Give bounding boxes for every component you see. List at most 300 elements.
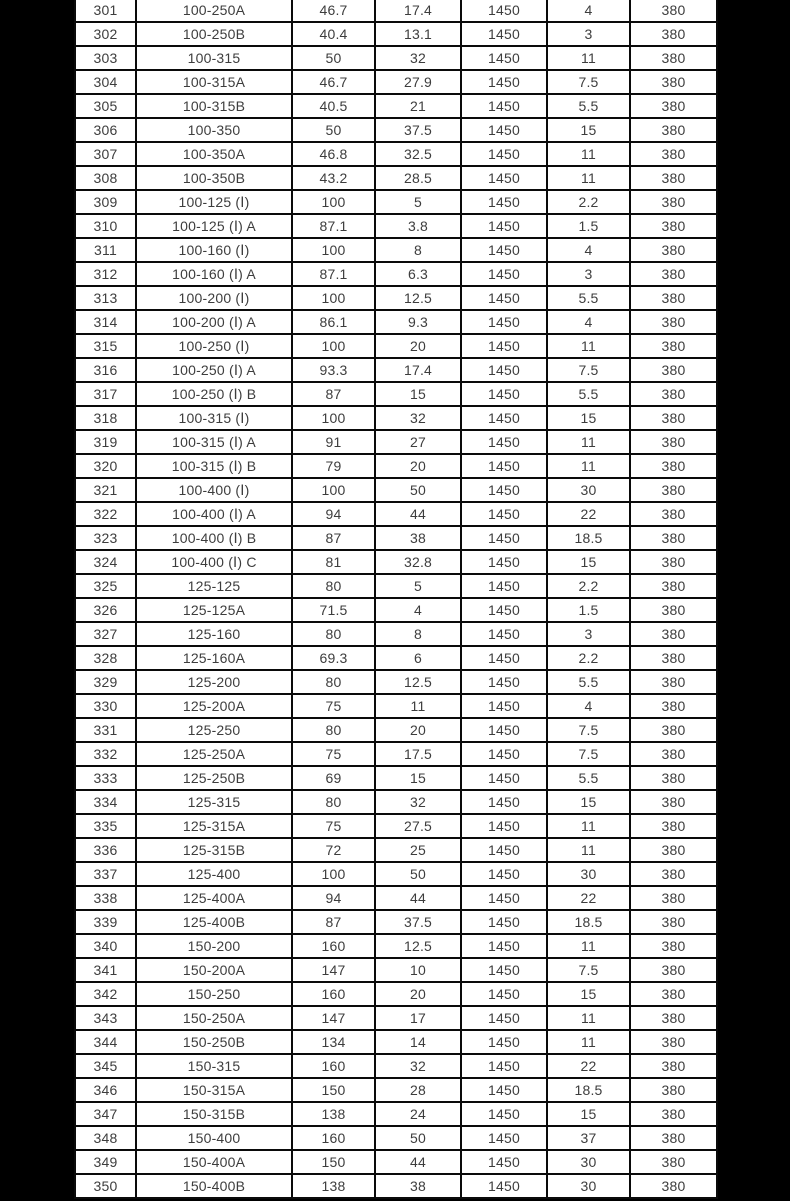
table-cell: 334 (75, 790, 136, 814)
table-cell: 380 (630, 1126, 717, 1150)
table-cell: 380 (630, 46, 717, 70)
table-cell: 150 (292, 1078, 375, 1102)
table-cell: 15 (547, 118, 630, 142)
table-row (75, 334, 717, 358)
table-cell: 1450 (461, 910, 547, 934)
table-cell: 318 (75, 406, 136, 430)
table-cell: 28.5 (375, 166, 461, 190)
table-row (75, 1006, 717, 1030)
table-cell: 7.5 (547, 742, 630, 766)
table-cell: 380 (630, 910, 717, 934)
table-cell: 37.5 (375, 118, 461, 142)
table-cell: 100 (292, 190, 375, 214)
table-cell: 17 (375, 1006, 461, 1030)
table-cell: 1450 (461, 1102, 547, 1126)
table-cell: 1450 (461, 310, 547, 334)
table-cell: 87 (292, 526, 375, 550)
table-cell: 1450 (461, 214, 547, 238)
table-cell: 125-250B (136, 766, 292, 790)
table-cell: 380 (630, 382, 717, 406)
table-cell: 346 (75, 1078, 136, 1102)
table-cell: 302 (75, 22, 136, 46)
table-cell: 125-125 (136, 574, 292, 598)
table-row (75, 1126, 717, 1150)
table-cell: 80 (292, 670, 375, 694)
table-cell: 1450 (461, 334, 547, 358)
table-cell: 342 (75, 982, 136, 1006)
table-cell: 6.3 (375, 262, 461, 286)
table-cell: 380 (630, 0, 717, 22)
table-cell: 15 (547, 790, 630, 814)
table-cell: 25 (375, 838, 461, 862)
table-cell: 7.5 (547, 958, 630, 982)
table-cell: 11 (547, 1030, 630, 1054)
table-cell: 94 (292, 502, 375, 526)
table-cell: 316 (75, 358, 136, 382)
table-cell: 160 (292, 1054, 375, 1078)
table-cell: 380 (630, 1078, 717, 1102)
table-cell: 1450 (461, 94, 547, 118)
table-cell: 125-250A (136, 742, 292, 766)
table-cell: 4 (375, 598, 461, 622)
table-cell: 1450 (461, 838, 547, 862)
table-cell: 380 (630, 574, 717, 598)
table-cell: 100-160 (Ⅰ) (136, 238, 292, 262)
table-cell: 50 (375, 1126, 461, 1150)
table-cell: 11 (547, 334, 630, 358)
table-cell: 1450 (461, 670, 547, 694)
table-cell: 331 (75, 718, 136, 742)
table-cell: 87 (292, 910, 375, 934)
table-cell: 380 (630, 262, 717, 286)
table-cell: 1450 (461, 526, 547, 550)
pump-spec-table-body (75, 0, 717, 1198)
table-cell: 5.5 (547, 94, 630, 118)
table-cell: 1450 (461, 550, 547, 574)
table-cell: 380 (630, 886, 717, 910)
table-cell: 100-200 (Ⅰ) (136, 286, 292, 310)
table-cell: 20 (375, 454, 461, 478)
table-cell: 150-400A (136, 1150, 292, 1174)
table-cell: 46.8 (292, 142, 375, 166)
table-cell: 2.2 (547, 646, 630, 670)
table-cell: 1450 (461, 1054, 547, 1078)
table-cell: 1450 (461, 790, 547, 814)
table-cell: 15 (547, 406, 630, 430)
table-row (75, 838, 717, 862)
table-cell: 380 (630, 1054, 717, 1078)
table-cell: 38 (375, 526, 461, 550)
table-cell: 3 (547, 22, 630, 46)
table-cell: 1450 (461, 0, 547, 22)
table-cell: 1450 (461, 1030, 547, 1054)
table-cell: 28 (375, 1078, 461, 1102)
table-cell: 380 (630, 310, 717, 334)
table-cell: 12.5 (375, 934, 461, 958)
table-cell: 93.3 (292, 358, 375, 382)
table-cell: 1450 (461, 454, 547, 478)
table-cell: 32 (375, 46, 461, 70)
table-cell: 2.2 (547, 574, 630, 598)
table-row (75, 622, 717, 646)
table-cell: 1450 (461, 1150, 547, 1174)
table-cell: 1450 (461, 142, 547, 166)
table-cell: 100-250 (Ⅰ) (136, 334, 292, 358)
table-cell: 380 (630, 94, 717, 118)
table-cell: 1450 (461, 622, 547, 646)
table-cell: 32 (375, 1054, 461, 1078)
table-row (75, 430, 717, 454)
table-cell: 87 (292, 382, 375, 406)
table-cell: 100 (292, 862, 375, 886)
table-cell: 333 (75, 766, 136, 790)
table-cell: 100-315A (136, 70, 292, 94)
table-cell: 30 (547, 1150, 630, 1174)
table-cell: 380 (630, 70, 717, 94)
table-cell: 1450 (461, 742, 547, 766)
table-cell: 330 (75, 694, 136, 718)
table-cell: 3 (547, 262, 630, 286)
table-row (75, 214, 717, 238)
table-cell: 80 (292, 574, 375, 598)
table-cell: 308 (75, 166, 136, 190)
table-cell: 310 (75, 214, 136, 238)
table-row (75, 526, 717, 550)
table-cell: 338 (75, 886, 136, 910)
table-cell: 37 (547, 1126, 630, 1150)
table-cell: 340 (75, 934, 136, 958)
table-cell: 380 (630, 838, 717, 862)
table-cell: 100-250B (136, 22, 292, 46)
table-cell: 320 (75, 454, 136, 478)
table-cell: 17.4 (375, 0, 461, 22)
table-cell: 50 (292, 46, 375, 70)
table-cell: 150-200A (136, 958, 292, 982)
table-cell: 1450 (461, 286, 547, 310)
table-cell: 50 (292, 118, 375, 142)
table-cell: 380 (630, 934, 717, 958)
table-cell: 380 (630, 694, 717, 718)
table-cell: 20 (375, 982, 461, 1006)
table-cell: 380 (630, 454, 717, 478)
table-row (75, 1102, 717, 1126)
table-cell: 1450 (461, 430, 547, 454)
table-cell: 325 (75, 574, 136, 598)
table-cell: 27.9 (375, 70, 461, 94)
table-cell: 22 (547, 886, 630, 910)
table-cell: 380 (630, 1174, 717, 1198)
table-cell: 17.4 (375, 358, 461, 382)
table-cell: 100-125 (Ⅰ) A (136, 214, 292, 238)
table-row (75, 766, 717, 790)
table-cell: 20 (375, 718, 461, 742)
table-cell: 307 (75, 142, 136, 166)
table-cell: 11 (547, 430, 630, 454)
table-cell: 1450 (461, 478, 547, 502)
table-row (75, 1078, 717, 1102)
table-row (75, 574, 717, 598)
table-cell: 380 (630, 526, 717, 550)
table-cell: 15 (375, 766, 461, 790)
table-cell: 91 (292, 430, 375, 454)
table-cell: 40.4 (292, 22, 375, 46)
table-cell: 1450 (461, 22, 547, 46)
table-cell: 38 (375, 1174, 461, 1198)
table-cell: 8 (375, 622, 461, 646)
table-cell: 150-400B (136, 1174, 292, 1198)
table-cell: 380 (630, 766, 717, 790)
table-cell: 1450 (461, 382, 547, 406)
table-cell: 380 (630, 334, 717, 358)
table-cell: 347 (75, 1102, 136, 1126)
table-row (75, 862, 717, 886)
table-cell: 1450 (461, 814, 547, 838)
table-cell: 150-400 (136, 1126, 292, 1150)
table-row (75, 166, 717, 190)
table-cell: 134 (292, 1030, 375, 1054)
table-cell: 160 (292, 982, 375, 1006)
table-cell: 150-315A (136, 1078, 292, 1102)
table-cell: 11 (547, 838, 630, 862)
table-cell: 18.5 (547, 910, 630, 934)
table-cell: 9.3 (375, 310, 461, 334)
table-cell: 380 (630, 190, 717, 214)
table-cell: 7.5 (547, 70, 630, 94)
table-cell: 11 (375, 694, 461, 718)
table-cell: 30 (547, 1174, 630, 1198)
table-cell: 125-250 (136, 718, 292, 742)
table-cell: 44 (375, 502, 461, 526)
table-cell: 4 (547, 0, 630, 22)
table-cell: 125-200 (136, 670, 292, 694)
table-cell: 11 (547, 46, 630, 70)
table-cell: 11 (547, 142, 630, 166)
pump-spec-table (74, 0, 718, 1199)
table-cell: 80 (292, 718, 375, 742)
table-cell: 100-315 (Ⅰ) B (136, 454, 292, 478)
table-cell: 380 (630, 118, 717, 142)
table-row (75, 886, 717, 910)
table-cell: 380 (630, 814, 717, 838)
table-cell: 11 (547, 166, 630, 190)
table-cell: 150-250 (136, 982, 292, 1006)
table-row (75, 142, 717, 166)
table-cell: 75 (292, 694, 375, 718)
table-row (75, 382, 717, 406)
table-row (75, 286, 717, 310)
table-cell: 125-200A (136, 694, 292, 718)
table-cell: 87.1 (292, 262, 375, 286)
table-cell: 305 (75, 94, 136, 118)
table-cell: 322 (75, 502, 136, 526)
table-cell: 341 (75, 958, 136, 982)
table-row (75, 790, 717, 814)
table-row (75, 454, 717, 478)
table-row (75, 262, 717, 286)
table-cell: 72 (292, 838, 375, 862)
table-cell: 150-250A (136, 1006, 292, 1030)
table-cell: 5 (375, 574, 461, 598)
table-cell: 3.8 (375, 214, 461, 238)
table-row (75, 406, 717, 430)
table-cell: 24 (375, 1102, 461, 1126)
table-cell: 380 (630, 166, 717, 190)
table-cell: 100-400 (Ⅰ) A (136, 502, 292, 526)
table-cell: 380 (630, 142, 717, 166)
table-cell: 380 (630, 1102, 717, 1126)
table-row (75, 670, 717, 694)
table-cell: 17.5 (375, 742, 461, 766)
table-cell: 69 (292, 766, 375, 790)
table-row (75, 46, 717, 70)
table-cell: 100-250A (136, 0, 292, 22)
table-cell: 147 (292, 1006, 375, 1030)
table-cell: 80 (292, 622, 375, 646)
table-cell: 150 (292, 1150, 375, 1174)
table-cell: 350 (75, 1174, 136, 1198)
table-cell: 100-200 (Ⅰ) A (136, 310, 292, 334)
table-cell: 22 (547, 502, 630, 526)
table-cell: 1450 (461, 958, 547, 982)
table-cell: 1.5 (547, 214, 630, 238)
table-row (75, 0, 717, 22)
table-cell: 7.5 (547, 358, 630, 382)
table-cell: 50 (375, 478, 461, 502)
table-cell: 380 (630, 982, 717, 1006)
table-cell: 6 (375, 646, 461, 670)
table-cell: 44 (375, 886, 461, 910)
table-cell: 345 (75, 1054, 136, 1078)
table-cell: 380 (630, 622, 717, 646)
table-cell: 86.1 (292, 310, 375, 334)
table-cell: 32.8 (375, 550, 461, 574)
table-cell: 304 (75, 70, 136, 94)
table-cell: 10 (375, 958, 461, 982)
table-cell: 1450 (461, 46, 547, 70)
table-cell: 311 (75, 238, 136, 262)
table-cell: 43.2 (292, 166, 375, 190)
table-cell: 1450 (461, 70, 547, 94)
table-cell: 344 (75, 1030, 136, 1054)
table-row (75, 70, 717, 94)
table-cell: 327 (75, 622, 136, 646)
table-cell: 32 (375, 790, 461, 814)
table-row (75, 598, 717, 622)
table-cell: 20 (375, 334, 461, 358)
table-cell: 94 (292, 886, 375, 910)
table-cell: 5.5 (547, 766, 630, 790)
table-cell: 30 (547, 862, 630, 886)
table-cell: 1450 (461, 1006, 547, 1030)
table-cell: 332 (75, 742, 136, 766)
table-cell: 81 (292, 550, 375, 574)
table-cell: 160 (292, 1126, 375, 1150)
table-cell: 7.5 (547, 718, 630, 742)
table-cell: 11 (547, 454, 630, 478)
table-cell: 5 (375, 190, 461, 214)
table-cell: 11 (547, 1006, 630, 1030)
table-cell: 5.5 (547, 382, 630, 406)
table-cell: 22 (547, 1054, 630, 1078)
table-cell: 125-400B (136, 910, 292, 934)
table-cell: 301 (75, 0, 136, 22)
table-cell: 18.5 (547, 526, 630, 550)
table-cell: 75 (292, 814, 375, 838)
table-cell: 100-350A (136, 142, 292, 166)
table-row (75, 814, 717, 838)
table-row (75, 358, 717, 382)
table-cell: 27.5 (375, 814, 461, 838)
table-row (75, 190, 717, 214)
table-cell: 100-400 (Ⅰ) (136, 478, 292, 502)
table-cell: 337 (75, 862, 136, 886)
table-cell: 1450 (461, 886, 547, 910)
table-cell: 380 (630, 670, 717, 694)
table-cell: 100-125 (Ⅰ) (136, 190, 292, 214)
table-cell: 100-400 (Ⅰ) C (136, 550, 292, 574)
table-cell: 150-250B (136, 1030, 292, 1054)
table-cell: 380 (630, 790, 717, 814)
table-cell: 1450 (461, 646, 547, 670)
table-cell: 380 (630, 1150, 717, 1174)
table-row (75, 310, 717, 334)
table-cell: 50 (375, 862, 461, 886)
table-row (75, 1054, 717, 1078)
table-cell: 380 (630, 862, 717, 886)
table-cell: 100-400 (Ⅰ) B (136, 526, 292, 550)
table-cell: 5.5 (547, 286, 630, 310)
table-row (75, 1150, 717, 1174)
table-cell: 323 (75, 526, 136, 550)
table-cell: 100-160 (Ⅰ) A (136, 262, 292, 286)
table-cell: 8 (375, 238, 461, 262)
table-cell: 27 (375, 430, 461, 454)
table-row (75, 22, 717, 46)
table-cell: 100 (292, 478, 375, 502)
table-cell: 1450 (461, 934, 547, 958)
table-cell: 15 (547, 550, 630, 574)
table-cell: 87.1 (292, 214, 375, 238)
table-cell: 1450 (461, 166, 547, 190)
table-cell: 380 (630, 22, 717, 46)
table-cell: 125-315B (136, 838, 292, 862)
table-cell: 100-315 (136, 46, 292, 70)
table-cell: 380 (630, 646, 717, 670)
table-cell: 1450 (461, 1078, 547, 1102)
table-cell: 380 (630, 358, 717, 382)
table-cell: 40.5 (292, 94, 375, 118)
table-cell: 125-400A (136, 886, 292, 910)
table-row (75, 238, 717, 262)
table-cell: 150-200 (136, 934, 292, 958)
table-cell: 11 (547, 814, 630, 838)
table-cell: 150-315 (136, 1054, 292, 1078)
table-cell: 1.5 (547, 598, 630, 622)
table-row (75, 982, 717, 1006)
table-cell: 30 (547, 478, 630, 502)
table-cell: 315 (75, 334, 136, 358)
table-cell: 4 (547, 694, 630, 718)
table-cell: 319 (75, 430, 136, 454)
table-cell: 1450 (461, 694, 547, 718)
table-cell: 125-315 (136, 790, 292, 814)
table-cell: 1450 (461, 766, 547, 790)
table-cell: 317 (75, 382, 136, 406)
table-row (75, 718, 717, 742)
table-cell: 1450 (461, 406, 547, 430)
table-cell: 138 (292, 1102, 375, 1126)
table-cell: 306 (75, 118, 136, 142)
